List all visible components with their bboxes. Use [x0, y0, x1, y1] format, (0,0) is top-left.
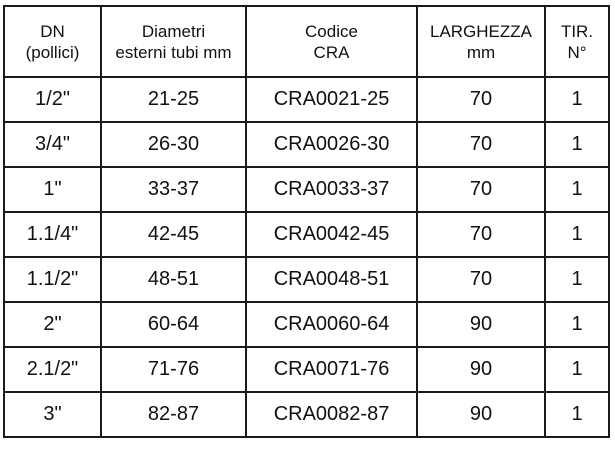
header-tir-line2: N° [567, 42, 587, 62]
header-diametri [101, 6, 246, 77]
table-row [4, 122, 609, 167]
cell-dn: 2.1/2" [4, 347, 101, 392]
header-tir [545, 6, 609, 77]
header-larghezza-line2: mm [466, 42, 496, 62]
cell-codice: CRA0071-76 [246, 347, 417, 392]
cell-diametri: 26-30 [101, 122, 246, 167]
cell-diametri: 60-64 [101, 302, 246, 347]
cell-diametri: 42-45 [101, 212, 246, 257]
cell-larghezza: 70 [417, 122, 545, 167]
header-diametri-line1: Diametri [141, 21, 206, 41]
table-row [4, 347, 609, 392]
cell-tir: 1 [545, 347, 609, 392]
cell-diametri: 21-25 [101, 77, 246, 122]
table-row [4, 257, 609, 302]
header-codice-line1: Codice [305, 21, 358, 41]
table-row [4, 392, 609, 437]
cell-dn: 1" [4, 167, 101, 212]
cell-dn: 1/2" [4, 77, 101, 122]
specification-table [3, 5, 610, 438]
header-dn-line1: DN [40, 21, 65, 41]
cell-tir: 1 [545, 167, 609, 212]
header-codice-line2: CRA [313, 42, 350, 62]
cell-larghezza: 90 [417, 302, 545, 347]
cell-tir: 1 [545, 392, 609, 437]
cell-codice: CRA0048-51 [246, 257, 417, 302]
cell-larghezza: 70 [417, 77, 545, 122]
cell-codice: CRA0021-25 [246, 77, 417, 122]
cell-tir: 1 [545, 212, 609, 257]
cell-codice: CRA0042-45 [246, 212, 417, 257]
cell-dn: 2" [4, 302, 101, 347]
cell-larghezza: 90 [417, 347, 545, 392]
cell-tir: 1 [545, 122, 609, 167]
cell-tir: 1 [545, 302, 609, 347]
table-row [4, 212, 609, 257]
table-header-row [4, 6, 609, 77]
cell-diametri: 82-87 [101, 392, 246, 437]
cell-codice: CRA0033-37 [246, 167, 417, 212]
header-larghezza-line1: LARGHEZZA [429, 21, 533, 41]
cell-larghezza: 70 [417, 212, 545, 257]
table-row [4, 167, 609, 212]
cell-dn: 1.1/4" [4, 212, 101, 257]
cell-codice: CRA0026-30 [246, 122, 417, 167]
cell-diametri: 33-37 [101, 167, 246, 212]
cell-codice: CRA0082-87 [246, 392, 417, 437]
cell-dn: 1.1/2" [4, 257, 101, 302]
table-row [4, 302, 609, 347]
cell-diametri: 48-51 [101, 257, 246, 302]
cell-tir: 1 [545, 257, 609, 302]
cell-dn: 3/4" [4, 122, 101, 167]
header-codice [246, 6, 417, 77]
cell-larghezza: 70 [417, 257, 545, 302]
header-dn [4, 6, 101, 77]
cell-diametri: 71-76 [101, 347, 246, 392]
table-row [4, 77, 609, 122]
cell-dn: 3" [4, 392, 101, 437]
cell-tir: 1 [545, 77, 609, 122]
cell-larghezza: 70 [417, 167, 545, 212]
cell-codice: CRA0060-64 [246, 302, 417, 347]
header-tir-line1: TIR. [560, 21, 594, 41]
cell-larghezza: 90 [417, 392, 545, 437]
header-dn-line2: (pollici) [25, 42, 80, 62]
header-diametri-line2: esterni tubi mm [115, 42, 232, 62]
header-larghezza [417, 6, 545, 77]
